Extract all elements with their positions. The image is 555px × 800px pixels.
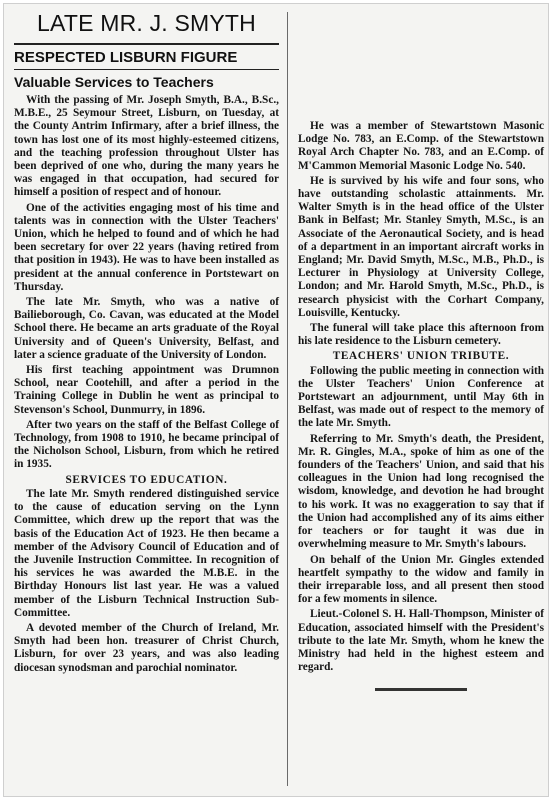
paragraph: One of the activities engaging most of his time and talents was in connection with the Ulster Teachers' Union, which he helped to found and of which he had been secretary for over 22 years (having retired from that position in 1943). He was to have been installed as president at the annual conference in Portstewart on Thursday. <box>14 201 279 293</box>
subheadline-secondary: Valuable Services to Teachers <box>14 74 214 90</box>
paragraph: After two years on the staff of the Belfast College of Technology, from 1908 to 1910, he became principal of the Nicholson School, Lisburn, from which he retired in 1935. <box>14 418 279 471</box>
paragraph: He is survived by his wife and four sons, who have outstanding scholastic attainments. Mr. Walter Smyth is in the head office of the Ulster Bank in Belfast; Mr. Stanley Smyth, M.Sc., is an Associate of the Aeronautical Society, and is head of a department in an important aircraft works in England; Mr. David Smyth, M.Sc., M.B., Ph.D., is Lecturer in Physiology at University College, London; and Mr. Harold Smyth, M.Sc., Ph.D., is research physicist with the Corhart Company, Louisville, Kentucky. <box>298 174 544 319</box>
column-divider <box>287 12 288 786</box>
paragraph: Following the public meeting in connection with the Ulster Teachers' Union Conference at Portstewart an adjournment, until May 6th in Belfast, was made out of respect to the memory of the late Mr. Smyth. <box>298 364 544 430</box>
paragraph: Lieut.-Colonel S. H. Hall-Thompson, Minister of Education, associated himself with the President's tribute to the late Mr. Smyth, whom he knew the Ministry had held in the highest esteem and regard. <box>298 608 544 674</box>
paragraph: The funeral will take place this afternoon from his late residence to the Lisburn cemetery. <box>298 322 544 348</box>
newspaper-clipping <box>3 3 549 797</box>
paragraph: A devoted member of the Church of Ireland, Mr. Smyth had been hon. treasurer of Christ Church, Lisburn, for over 23 years, and was also leading diocesan synodsman and parochial nominator. <box>14 621 279 674</box>
subheadline-rule <box>14 69 279 70</box>
paragraph: Referring to Mr. Smyth's death, the President, Mr. R. Gingles, M.A., spoke of him as one of the founders of the Teachers' Union, and said that his colleagues in the Union had long recognised the wisdom, knowledge, and devotion he had brought to his work. It was no exaggeration to say that if the Union had accomplished any of its aims either for teachers or for taught it was due in overwhelming measure to Mr. Smyth's labours. <box>298 432 544 551</box>
headline-rule <box>14 43 279 45</box>
paragraph: The late Mr. Smyth rendered distinguished service to the cause of education serving on the Lynn Committee, which drew up the report that was the basis of the Education Act of 1923. He then became a member of the Advisory Council of Education and of the Juvenile Instruction Committee. In recognition of his services he was awarded the M.B.E. in the Birthday Honours list last year. He was a valued member of the Lisburn Technical Instruction Sub-Committee. <box>14 487 279 619</box>
right-column <box>298 10 544 788</box>
end-rule <box>375 688 467 691</box>
subheadline-primary: RESPECTED LISBURN FIGURE <box>14 49 238 66</box>
left-column <box>14 10 279 788</box>
paragraph: The late Mr. Smyth, who was a native of Bailieborough, Co. Cavan, was educated at the Model School there. He became an arts graduate of the Royal University and of Queen's University, Belfast, and later a science graduate of the University of London. <box>14 296 279 361</box>
column-top-space <box>298 10 544 120</box>
paragraph: His first teaching appointment was Drumnon School, near Cootehill, and after a period in the Training College in Dublin he went as principal to Stevenson's School, Dunmurry, in 1896. <box>14 364 279 416</box>
paragraph: On behalf of the Union Mr. Gingles extended heartfelt sympathy to the widow and family in their irreparable loss, and all present then stood for a few moments in silence. <box>298 553 544 606</box>
paragraph: He was a member of Stewartstown Masonic Lodge No. 783, an E.Comp. of the Stewartstown Royal Arch Chapter No. 783, and an E.Comp. of M'Cammon Memorial Masonic Lodge No. 540. <box>298 120 544 172</box>
headline: LATE MR. J. SMYTH <box>37 10 256 36</box>
section-heading: TEACHERS' UNION TRIBUTE. <box>332 350 510 363</box>
paragraph: With the passing of Mr. Joseph Smyth, B.A., B.Sc., M.B.E., 25 Seymour Street, Lisburn, on Tuesday, at the County Antrim Infirmary, after a brief illness, the town has lost one of its most highly-esteemed citizens, and the teaching profession throughout Ulster has been deprived of one who, during the many years he was engaged in that occupation, had secured for himself a position of respect and of honour. <box>14 94 279 199</box>
section-heading: SERVICES TO EDUCATION. <box>65 473 228 486</box>
